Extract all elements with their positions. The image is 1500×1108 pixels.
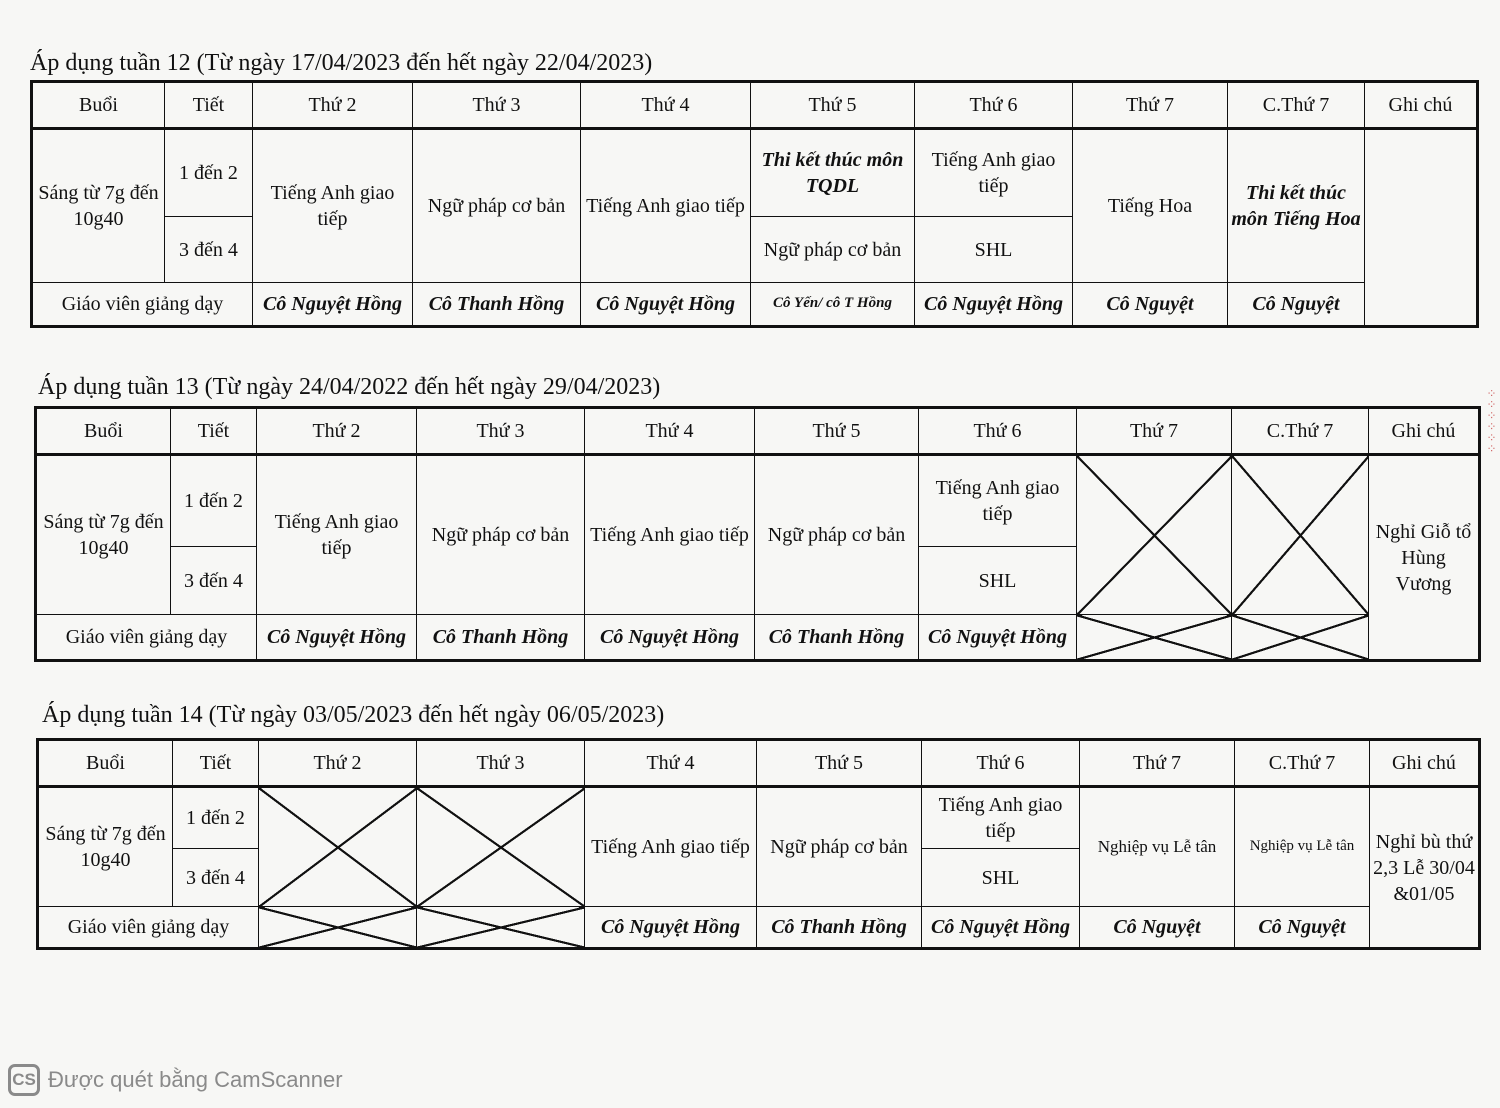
fri-subject-2: SHL	[922, 849, 1080, 907]
week14-title: Áp dụng tuần 14 (Từ ngày 03/05/2023 đến hết ngày 06/05/2023)	[42, 702, 665, 728]
teacher-wed: Cô Nguyệt Hồng	[581, 283, 751, 327]
wed-subject: Tiếng Anh giao tiếp	[585, 787, 757, 907]
teacher-label: Giáo viên giảng dạy	[38, 907, 259, 949]
wed-subject: Tiếng Anh giao tiếp	[581, 129, 751, 283]
note-cell: Nghỉ Giỗ tổ Hùng Vương	[1369, 455, 1480, 661]
header-thu3: Thứ 3	[417, 740, 585, 787]
scanner-watermark-text: Được quét bằng CamScanner	[48, 1067, 343, 1092]
header-thu3: Thứ 3	[413, 82, 581, 129]
teacher-wed: Cô Nguyệt Hồng	[585, 907, 757, 949]
fri-subject-1: Tiếng Anh giao tiếp	[922, 787, 1080, 849]
week12-table	[30, 80, 1479, 328]
header-thu7: Thứ 7	[1077, 408, 1232, 455]
header-tiet: Tiết	[173, 740, 259, 787]
header-thu2: Thứ 2	[257, 408, 417, 455]
header-tiet: Tiết	[171, 408, 257, 455]
week14-row-period1	[38, 787, 1480, 849]
teacher-fri: Cô Nguyệt Hồng	[915, 283, 1073, 327]
teacher-label: Giáo viên giảng dạy	[32, 283, 253, 327]
header-thu5: Thứ 5	[751, 82, 915, 129]
period-3-4: 3 đến 4	[171, 547, 257, 615]
header-cthu7: C.Thứ 7	[1235, 740, 1370, 787]
note-cell: Nghỉ bù thứ 2,3 Lễ 30/04 &01/05	[1370, 787, 1480, 949]
teacher-csat: Cô Nguyệt	[1228, 283, 1365, 327]
header-thu5: Thứ 5	[755, 408, 919, 455]
header-thu3: Thứ 3	[417, 408, 585, 455]
teacher-thu: Cô Yến/ cô T Hồng	[751, 283, 915, 327]
header-ghichu: Ghi chú	[1369, 408, 1480, 455]
week12-row-teachers	[32, 283, 1478, 327]
week13-header-row	[36, 408, 1480, 455]
teacher-fri: Cô Nguyệt Hồng	[922, 907, 1080, 949]
session-cell: Sáng từ 7g đến 10g40	[36, 455, 171, 615]
header-buoi: Buổi	[32, 82, 165, 129]
mon-subject: Tiếng Anh giao tiếp	[253, 129, 413, 283]
tue-subject: Ngữ pháp cơ bản	[417, 455, 585, 615]
sat-subject: Nghiệp vụ Lễ tân	[1080, 787, 1235, 907]
header-thu4: Thứ 4	[581, 82, 751, 129]
mon-crossed-out	[259, 787, 417, 907]
teacher-thu: Cô Thanh Hồng	[757, 907, 922, 949]
header-cthu7: C.Thứ 7	[1232, 408, 1369, 455]
header-thu7: Thứ 7	[1073, 82, 1228, 129]
teacher-mon: Cô Nguyệt Hồng	[253, 283, 413, 327]
week12-row-period1	[32, 129, 1478, 217]
teacher-sat: Cô Nguyệt	[1073, 283, 1228, 327]
header-thu2: Thứ 2	[259, 740, 417, 787]
session-cell: Sáng từ 7g đến 10g40	[38, 787, 173, 907]
header-buoi: Buổi	[36, 408, 171, 455]
teacher-csat: Cô Nguyệt	[1235, 907, 1370, 949]
fri-subject-1: Tiếng Anh giao tiếp	[915, 129, 1073, 217]
note-cell	[1365, 129, 1478, 327]
scanner-watermark	[8, 1064, 343, 1096]
camscanner-logo-icon: CS	[8, 1064, 40, 1096]
header-thu6: Thứ 6	[919, 408, 1077, 455]
teacher-mon: Cô Nguyệt Hồng	[257, 615, 417, 661]
week13-table	[34, 406, 1481, 662]
fri-subject-1: Tiếng Anh giao tiếp	[919, 455, 1077, 547]
period-1-2: 1 đến 2	[173, 787, 259, 849]
period-3-4: 3 đến 4	[173, 849, 259, 907]
teacher-tue: Cô Thanh Hồng	[413, 283, 581, 327]
mon-subject: Tiếng Anh giao tiếp	[257, 455, 417, 615]
teacher-sat-crossed-out	[1077, 615, 1232, 661]
header-thu4: Thứ 4	[585, 740, 757, 787]
teacher-label: Giáo viên giảng dạy	[36, 615, 257, 661]
teacher-sat: Cô Nguyệt	[1080, 907, 1235, 949]
teacher-fri: Cô Nguyệt Hồng	[919, 615, 1077, 661]
sat-crossed-out	[1077, 455, 1232, 615]
red-stamp-mark: ⁘⁘⁘⁘⁘⁘	[1484, 388, 1498, 455]
teacher-csat-crossed-out	[1232, 615, 1369, 661]
teacher-mon-crossed-out	[259, 907, 417, 949]
period-1-2: 1 đến 2	[165, 129, 253, 217]
thu-subject-2: Ngữ pháp cơ bản	[751, 217, 915, 283]
wed-subject: Tiếng Anh giao tiếp	[585, 455, 755, 615]
header-thu5: Thứ 5	[757, 740, 922, 787]
thu-subject: Ngữ pháp cơ bản	[755, 455, 919, 615]
week13-title: Áp dụng tuần 13 (Từ ngày 24/04/2022 đến hết ngày 29/04/2023)	[38, 374, 661, 400]
header-tiet: Tiết	[165, 82, 253, 129]
header-ghichu: Ghi chú	[1365, 82, 1478, 129]
period-3-4: 3 đến 4	[165, 217, 253, 283]
csat-crossed-out	[1232, 455, 1369, 615]
teacher-wed: Cô Nguyệt Hồng	[585, 615, 755, 661]
header-cthu7: C.Thứ 7	[1228, 82, 1365, 129]
header-thu2: Thứ 2	[253, 82, 413, 129]
header-thu4: Thứ 4	[585, 408, 755, 455]
header-thu6: Thứ 6	[922, 740, 1080, 787]
week12-header-row	[32, 82, 1478, 129]
header-thu7: Thứ 7	[1080, 740, 1235, 787]
sat-subject: Tiếng Hoa	[1073, 129, 1228, 283]
header-ghichu: Ghi chú	[1370, 740, 1480, 787]
teacher-thu: Cô Thanh Hồng	[755, 615, 919, 661]
week13-row-period1	[36, 455, 1480, 547]
header-thu6: Thứ 6	[915, 82, 1073, 129]
session-cell: Sáng từ 7g đến 10g40	[32, 129, 165, 283]
fri-subject-2: SHL	[915, 217, 1073, 283]
week14-table	[36, 738, 1481, 950]
week14-header-row	[38, 740, 1480, 787]
fri-subject-2: SHL	[919, 547, 1077, 615]
header-buoi: Buổi	[38, 740, 173, 787]
tue-crossed-out	[417, 787, 585, 907]
teacher-tue-crossed-out	[417, 907, 585, 949]
tue-subject: Ngữ pháp cơ bản	[413, 129, 581, 283]
thu-subject: Ngữ pháp cơ bản	[757, 787, 922, 907]
teacher-tue: Cô Thanh Hồng	[417, 615, 585, 661]
week13-row-teachers	[36, 615, 1480, 661]
csat-subject: Nghiệp vụ Lễ tân	[1235, 787, 1370, 907]
period-1-2: 1 đến 2	[171, 455, 257, 547]
thu-exam: Thi kết thúc môn TQDL	[751, 129, 915, 217]
csat-exam: Thi kết thúc môn Tiếng Hoa	[1228, 129, 1365, 283]
week12-title: Áp dụng tuần 12 (Từ ngày 17/04/2023 đến hết ngày 22/04/2023)	[30, 50, 653, 76]
week14-row-teachers	[38, 907, 1480, 949]
